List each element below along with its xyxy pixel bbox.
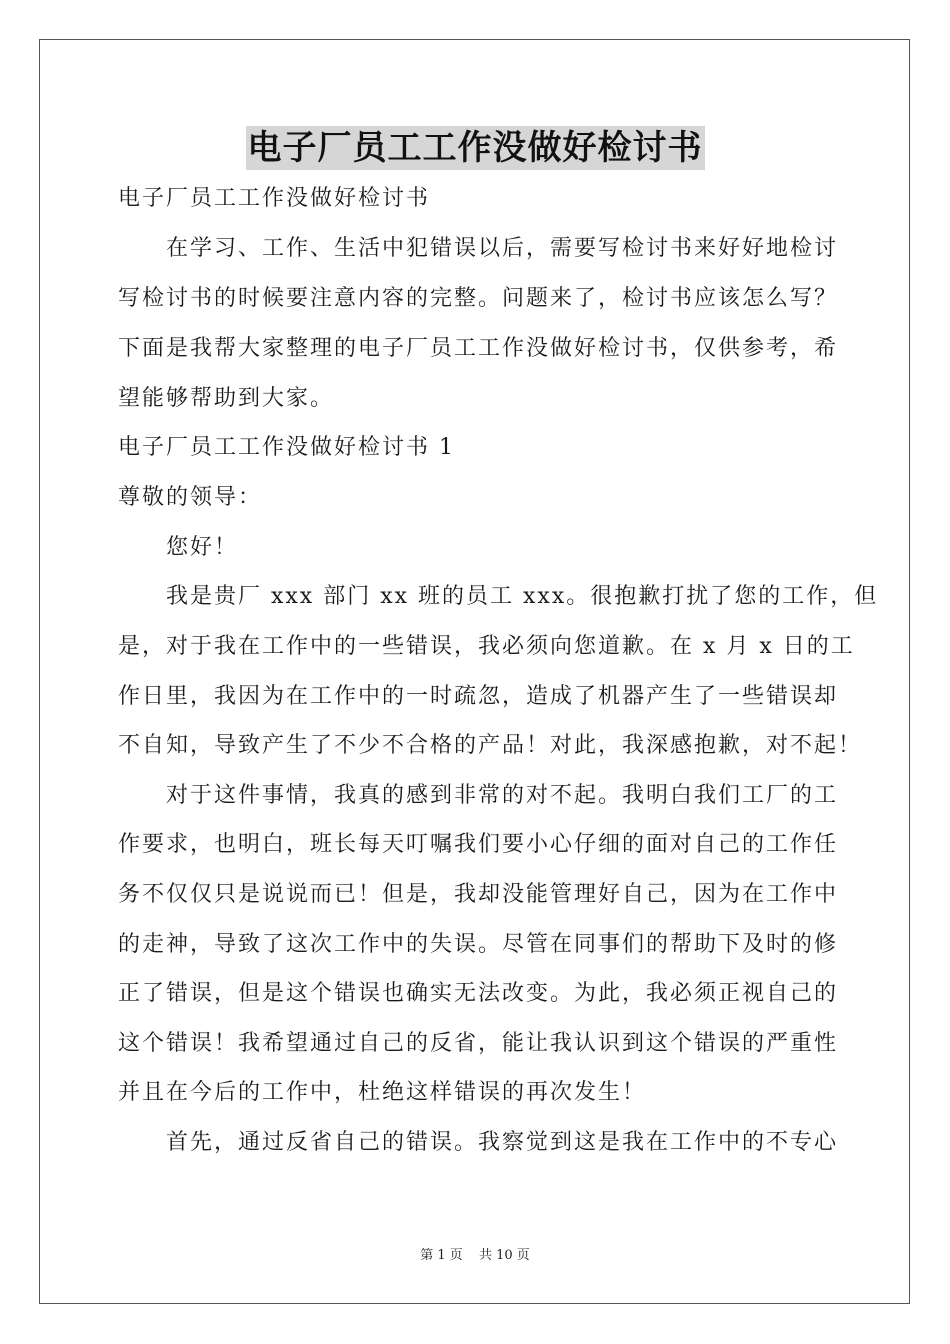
document-title: 电子厂员工工作没做好检讨书: [247, 128, 703, 168]
paragraph-line: 作要求，也明白，班长每天叮嘱我们要小心仔细的面对自己的工作任: [118, 832, 839, 857]
paragraph-line: 下面是我帮大家整理的电子厂员工工作没做好检讨书，仅供参考，希: [118, 336, 839, 361]
paragraph-line: 望能够帮助到大家。: [118, 386, 335, 411]
paragraph-line: 首先，通过反省自己的错误。我察觉到这是我在工作中的不专心: [166, 1130, 839, 1155]
paragraph-line: 务不仅仅只是说说而已！但是，我却没能管理好自己，因为在工作中: [118, 882, 839, 907]
greeting: 您好！: [166, 535, 239, 560]
paragraph-line: 并且在今后的工作中，杜绝这样错误的再次发生！: [118, 1080, 647, 1105]
paragraph-line: 这个错误！我希望通过自己的反省，能让我认识到这个错误的严重性: [118, 1031, 839, 1056]
page-border: [39, 39, 910, 1304]
paragraph-line: 写检讨书的时候要注意内容的完整。问题来了，检讨书应该怎么写？: [118, 286, 839, 311]
paragraph-line: 在学习、工作、生活中犯错误以后，需要写检讨书来好好地检讨: [166, 236, 839, 261]
paragraph-line: 正了错误，但是这个错误也确实无法改变。为此，我必须正视自己的: [118, 981, 839, 1006]
paragraph-line: 对于这件事情，我真的感到非常的对不起。我明白我们工厂的工: [166, 783, 839, 808]
salutation: 尊敬的领导：: [118, 485, 263, 510]
paragraph-line: 是，对于我在工作中的一些错误，我必须向您道歉。在 x 月 x 日的工: [118, 634, 855, 659]
paragraph-line: 的走神，导致了这次工作中的失误。尽管在同事们的帮助下及时的修: [118, 932, 839, 957]
page-footer: [0, 1248, 950, 1264]
page-total: 共 10 页: [478, 1248, 530, 1263]
paragraph-line: 不自知，导致产生了不少不合格的产品！对此，我深感抱歉，对不起！: [118, 733, 863, 758]
subtitle-line: 电子厂员工工作没做好检讨书: [118, 186, 431, 211]
paragraph-line: 我是贵厂 xxx 部门 xx 班的员工 xxx。很抱歉打扰了您的工作，但: [166, 584, 879, 609]
paragraph-line: 作日里，我因为在工作中的一时疏忽，造成了机器产生了一些错误却: [118, 684, 839, 709]
page-number: 第 1 页: [420, 1248, 463, 1263]
section-heading: 电子厂员工工作没做好检讨书 1: [118, 435, 455, 460]
title-container: [0, 126, 950, 170]
